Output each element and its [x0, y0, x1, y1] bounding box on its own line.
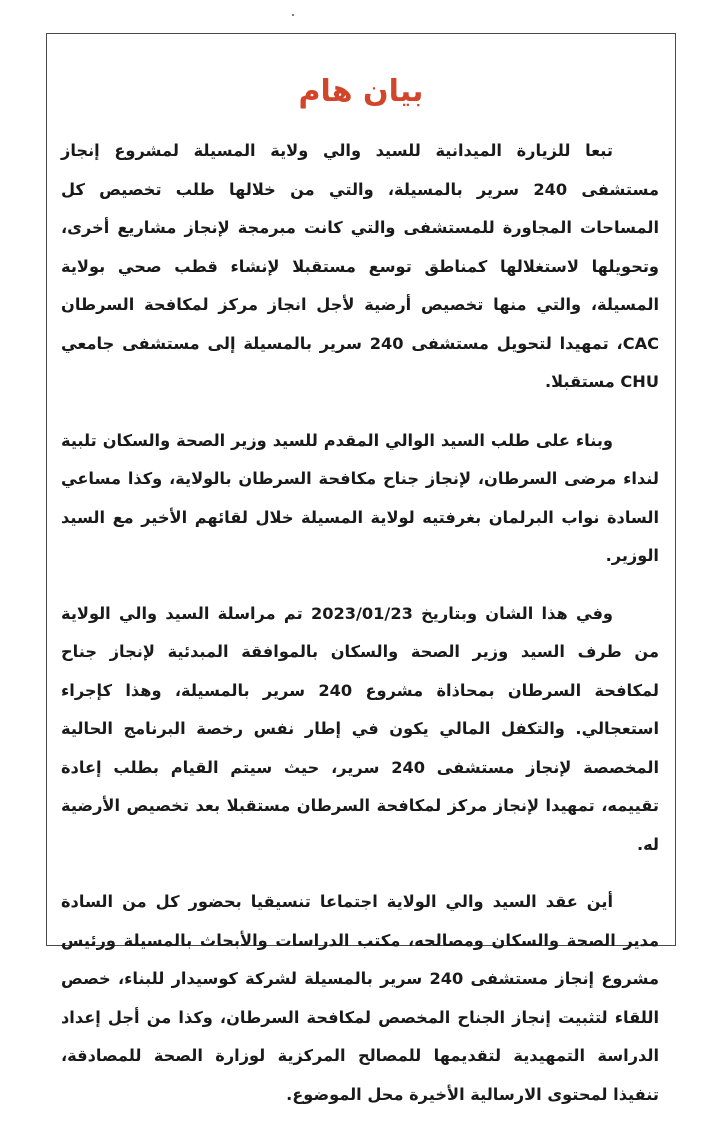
- scan-speck: [292, 14, 294, 16]
- statement-frame: [46, 33, 676, 1104]
- paragraph-ministry-approval: وفي هذا الشان وبتاريخ 2023/01/23 تم مراسلة السيد والي الولاية من طرف السيد وزير الصحة والسكان بالموافقة المبدئية لإنجاز جناح لمكافحة السرطان بمحاذاة مشروع 240 سرير بالمسيلة، وهذا كإجراء استعجالي. والتكفل المالي يكون في إطار نفس رخصة البرنامج الحالية المخصصة لإنجاز مستشفى 240 سرير، حيث سيتم القيام بطلب إعادة تقييمه، تمهيدا لإنجاز مركز لمكافحة السرطان مستقبلا بعد تخصيص الأرضية له.: [61, 603, 659, 854]
- paragraph-site-visit: تبعا للزيارة الميدانية للسيد والي ولاية المسيلة لمشروع إنجاز مستشفى 240 سرير بالمسيلة، والتي من خلالها طلب تخصيص كل المساحات المجاورة للمستشفى والتي كانت مبرمجة لإنجاز مشاريع أخرى، وتحويلها لاستغلالها كمناطق توسع مستقبلا لإنشاء قطب صحي بولاية المسيلة، والتي منها تخصيص أرضية لأجل انجاز مركز لمكافحة السرطان CAC، تمهيدا لتحويل مستشفى 240 سرير بالمسيلة إلى مستشفى جامعي CHU مستقبلا.: [61, 141, 659, 391]
- paragraph-coordination-meeting: أين عقد السيد والي الولاية اجتماعا تنسيقيا بحضور كل من السادة مدير الصحة والسكان ومصالحه، مكتب الدراسات والأبحاث بالمسيلة ورئيس مشروع إنجاز مستشفى 240 سرير بالمسيلة لشركة كوسيدار للبناء، خصص اللقاء لتثبيت إنجاز الجناح المخصص لمكافحة السرطان، وكذا من أجل إعداد الدراسة التمهيدية لتقديمها للمصالح المركزية لوزارة الصحة للمصادقة، تنفيذا لمحتوى الارسالية الأخيرة محل الموضوع.: [61, 892, 659, 1104]
- paragraph-wali-request: وبناء على طلب السيد الوالي المقدم للسيد وزير الصحة والسكان تلبية لنداء مرضى السرطان، لإنجاز جناح مكافحة السرطان بالولاية، وكذا مساعي السادة نواب البرلمان بغرفتيه لولاية المسيلة خلال لقائهم الأخير مع السيد الوزير.: [61, 430, 659, 565]
- statement-body: [61, 132, 659, 1134]
- statement-title: بيان هام: [298, 74, 424, 109]
